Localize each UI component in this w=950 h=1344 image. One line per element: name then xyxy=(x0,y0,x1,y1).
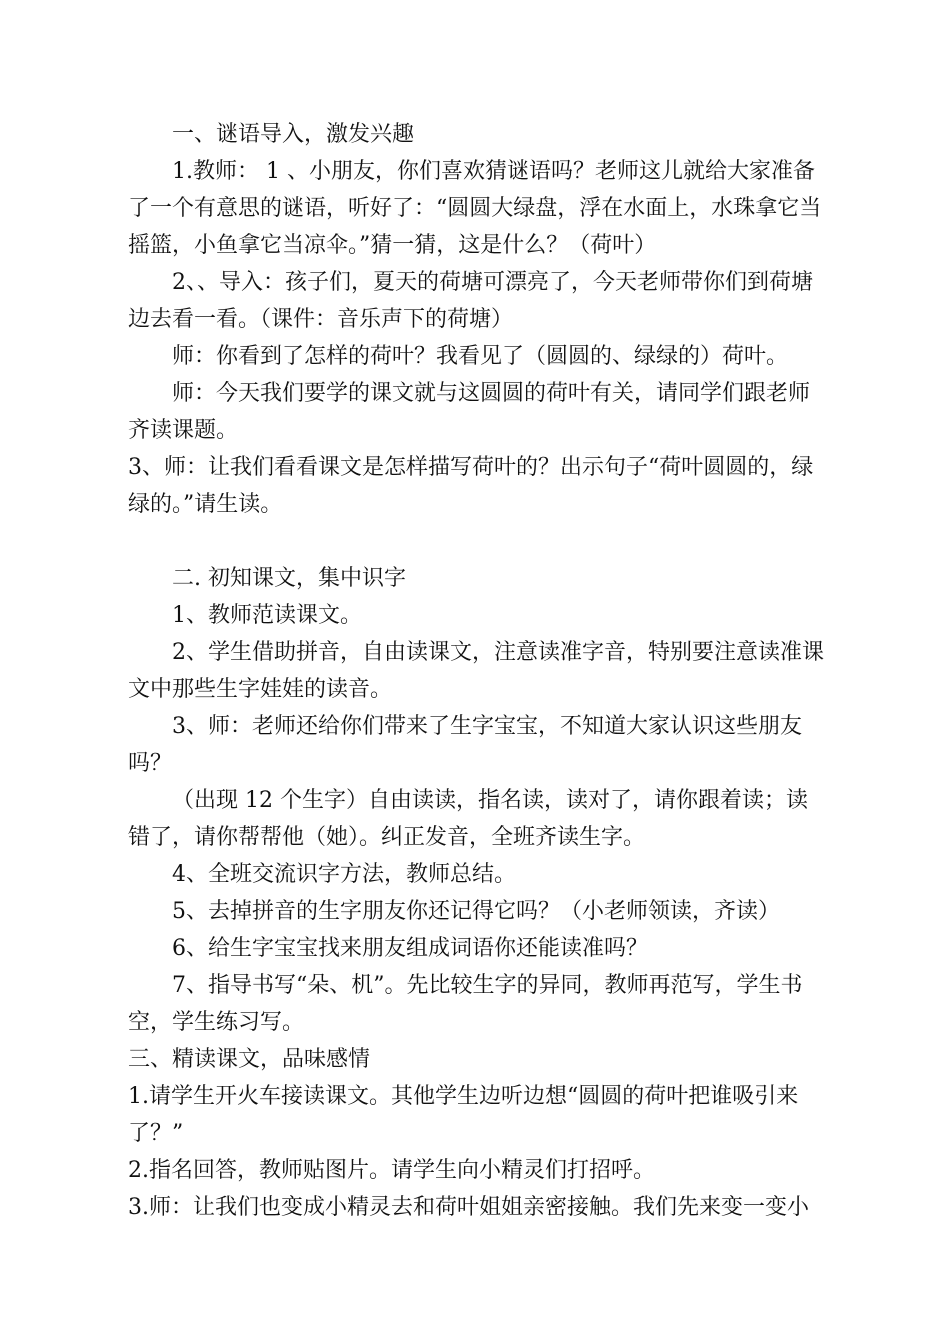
paragraph-answer-pictures: 2.指名回答，教师贴图片。请学生向小精灵们打招呼。 xyxy=(128,1158,655,1183)
paragraph-show-sentence: 3、师：让我们看看课文是怎样描写荷叶的？出示句子“荷叶圆圆的，绿绿的。”请生读。 xyxy=(128,455,814,517)
paragraph-free-reading: 2、学生借助拼音，自由读课文，注意读准字音，特别要注意读准课文中那些生字娃娃的读音。 xyxy=(128,640,824,702)
section-heading-3: 三、精读课文，品味感情 xyxy=(128,1047,371,1072)
paragraph-riddle: 1.教师： 1 、小朋友，你们喜欢猜谜语吗？老师这儿就给大家准备了一个有意思的谜语，听好了：“圆圆大绿盘，浮在水面上，水珠拿它当摇篮，小鱼拿它当凉伞。”猜一猜，这是什么？（荷叶） xyxy=(128,159,822,258)
section-heading-2: 二. 初知课文，集中识字 xyxy=(172,566,406,591)
lesson-plan-body xyxy=(128,116,828,1226)
paragraph-remove-pinyin: 5、去掉拼音的生字朋友你还记得它吗？（小老师领读，齐读） xyxy=(172,899,780,924)
paragraph-model-reading: 1、教师范读课文。 xyxy=(172,603,362,628)
paragraph-writing-guide: 7、指导书写“朵、机”。先比较生字的异同，教师再范写，学生书空，学生练习写。 xyxy=(128,973,803,1035)
paragraph-introduction: 2、、导入：孩子们，夏天的荷塘可漂亮了，今天老师带你们到荷塘边去看一看。（课件：音乐声下的荷塘） xyxy=(128,270,813,332)
paragraph-train-reading: 1.请学生开火车接读课文。其他学生边听边想“圆圆的荷叶把谁吸引来了？” xyxy=(128,1084,799,1146)
paragraph-twelve-characters: （出现 12 个生字）自由读读，指名读，读对了，请你跟着读；读错了，请你帮帮他（她）。纠正发音，全班齐读生字。 xyxy=(128,788,808,850)
section-heading-1: 一、谜语导入，激发兴趣 xyxy=(172,122,415,147)
section-spacer xyxy=(128,523,828,560)
paragraph-literacy-methods: 4、全班交流识字方法，教师总结。 xyxy=(172,862,516,887)
paragraph-teacher-title: 师：今天我们要学的课文就与这圆圆的荷叶有关，请同学们跟老师齐读课题。 xyxy=(128,381,811,443)
paragraph-form-words: 6、给生字宝宝找来朋友组成词语你还能读准吗？ xyxy=(172,936,648,961)
paragraph-become-elves: 3.师：让我们也变成小精灵去和荷叶姐姐亲密接触。我们先来变一变小 xyxy=(128,1195,809,1220)
paragraph-teacher-question: 师：你看到了怎样的荷叶？我看见了（圆圆的、绿绿的）荷叶。 xyxy=(172,344,789,369)
paragraph-new-characters: 3、师：老师还给你们带来了生字宝宝，不知道大家认识这些朋友吗？ xyxy=(128,714,802,776)
